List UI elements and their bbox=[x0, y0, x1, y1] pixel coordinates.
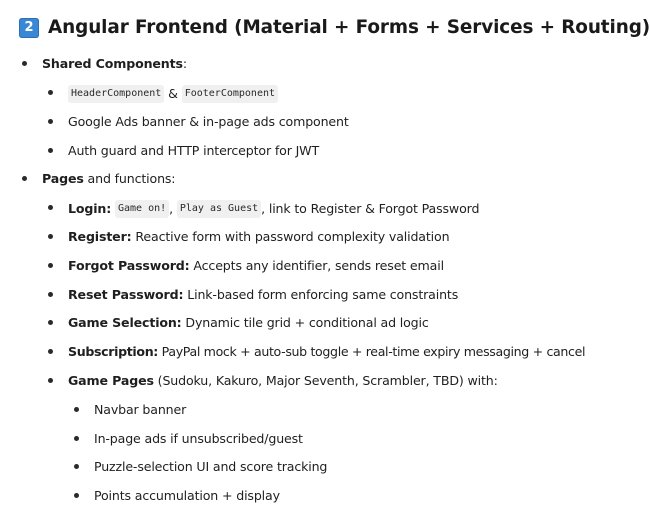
list-item-points bbox=[94, 488, 280, 504]
bullet-dot bbox=[22, 176, 27, 181]
inline-code: HeaderComponent bbox=[68, 85, 164, 103]
list-item-navbar-banner bbox=[94, 402, 186, 418]
list-item-reset-password bbox=[68, 287, 458, 303]
item-text: Reactive form with password complexity validation bbox=[131, 229, 450, 244]
item-label: Shared Components bbox=[42, 56, 183, 71]
list-item-login bbox=[68, 200, 479, 218]
item-label: Pages bbox=[42, 171, 84, 186]
item-text: (Sudoku, Kakuro, Major Seventh, Scrambler, TBD) with: bbox=[153, 373, 498, 388]
bullet-dot bbox=[48, 234, 53, 239]
list-item-register bbox=[68, 229, 449, 245]
bullet-dot bbox=[74, 407, 79, 412]
keycap-number-icon: 2 bbox=[19, 18, 39, 38]
list-item-auth-guard bbox=[68, 143, 319, 159]
item-label: Subscription: bbox=[68, 344, 158, 359]
bullet-dot bbox=[48, 90, 53, 95]
list-item-pages bbox=[42, 171, 175, 187]
list-item-game-selection bbox=[68, 315, 429, 331]
item-text: Navbar banner bbox=[94, 402, 187, 417]
item-text: , bbox=[169, 201, 174, 216]
list-item-subscription bbox=[68, 344, 585, 360]
inline-code: Play as Guest bbox=[177, 200, 261, 218]
item-text: and functions: bbox=[83, 171, 176, 186]
bullet-dot bbox=[48, 349, 53, 354]
list-item-ads bbox=[68, 114, 349, 130]
bullet-dot bbox=[48, 263, 53, 268]
bullet-dot bbox=[48, 119, 53, 124]
item-text: In-page ads if unsubscribed/guest bbox=[94, 431, 303, 446]
bullet-dot bbox=[22, 61, 27, 66]
item-label: Reset Password: bbox=[68, 287, 184, 302]
list-item-puzzle-selection bbox=[94, 459, 327, 475]
list-item-forgot-password bbox=[68, 258, 444, 274]
item-text: Accepts any identifier, sends reset email bbox=[189, 258, 444, 273]
bullet-dot bbox=[48, 320, 53, 325]
bullet-dot bbox=[48, 378, 53, 383]
list-item-shared-components bbox=[42, 56, 187, 72]
section-title: Angular Frontend (Material + Forms + Services + Routing) bbox=[48, 17, 650, 38]
item-label: Login: bbox=[68, 201, 112, 216]
item-text: Dynamic tile grid + conditional ad logic bbox=[181, 315, 429, 330]
section-heading bbox=[19, 17, 650, 38]
list-item-in-page-ads bbox=[94, 431, 303, 447]
item-text: Link-based form enforcing same constraints bbox=[183, 287, 459, 302]
bullet-dot bbox=[74, 493, 79, 498]
item-label: Forgot Password: bbox=[68, 258, 190, 273]
bullet-dot bbox=[48, 148, 53, 153]
item-label: Game Selection: bbox=[68, 315, 182, 330]
item-text: Points accumulation + display bbox=[94, 488, 280, 503]
item-text: Auth guard and HTTP interceptor for JWT bbox=[68, 143, 319, 158]
bullet-dot bbox=[48, 205, 53, 210]
bullet-dot bbox=[48, 292, 53, 297]
bullet-dot bbox=[74, 436, 79, 441]
item-text: PayPal mock + auto-sub toggle + real-time expiry messaging + cancel bbox=[158, 344, 586, 359]
item-label: Game Pages bbox=[68, 373, 154, 388]
item-colon: : bbox=[182, 56, 187, 71]
list-item-game-pages bbox=[68, 373, 498, 389]
bullet-dot bbox=[74, 464, 79, 469]
list-item-header-footer bbox=[68, 85, 278, 103]
item-text: Google Ads banner & in-page ads component bbox=[68, 114, 349, 129]
inline-code: FooterComponent bbox=[182, 85, 278, 103]
item-text: Puzzle-selection UI and score tracking bbox=[94, 459, 328, 474]
item-label: Register: bbox=[68, 229, 132, 244]
inline-code: Game on! bbox=[115, 200, 169, 218]
item-text: , link to Register & Forgot Password bbox=[261, 201, 480, 216]
item-text: & bbox=[164, 86, 182, 101]
